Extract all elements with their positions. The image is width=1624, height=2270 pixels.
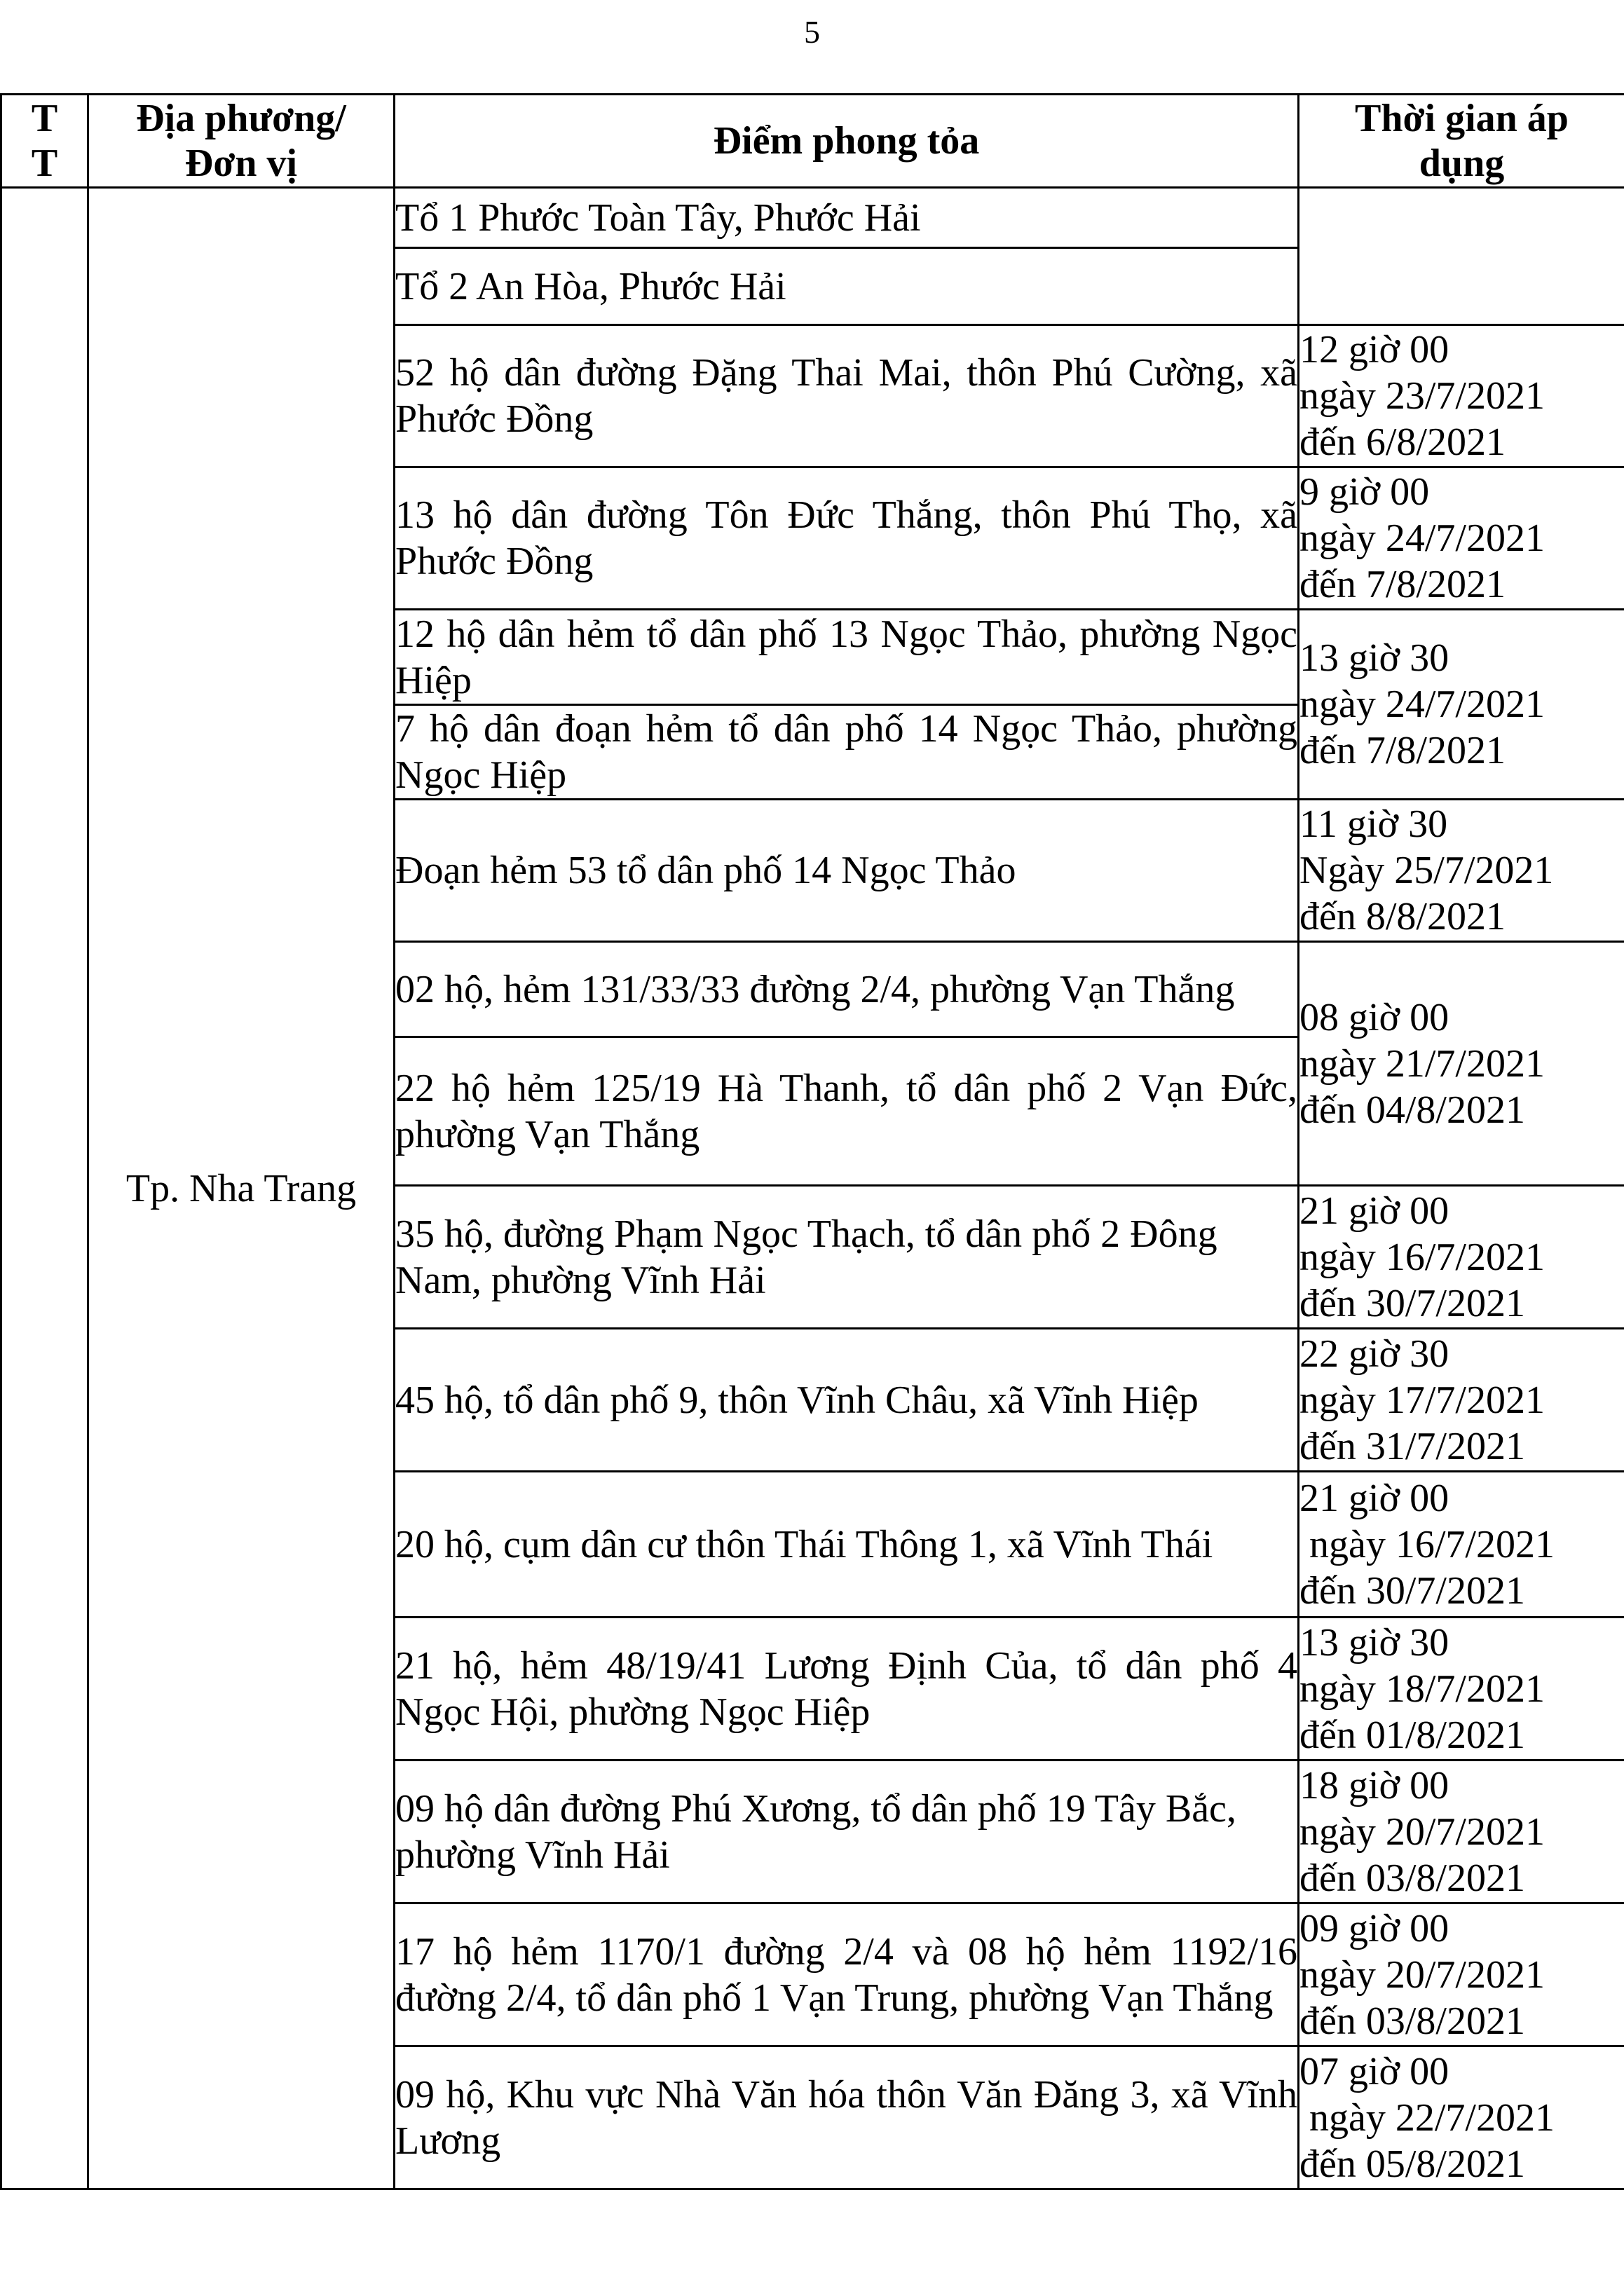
- stt-cell: [1, 188, 88, 2189]
- time-date: ngày 17/7/2021: [1299, 1378, 1545, 1422]
- time-cell: [1299, 1472, 1624, 1618]
- time-cell: [1299, 942, 1624, 1186]
- time-cell: [1299, 800, 1624, 942]
- time-start: 21 giờ 00: [1299, 1189, 1449, 1233]
- location-cell: 09 hộ, Khu vực Nhà Văn hóa thôn Văn Đăng 3, xã Vĩnh Lương: [395, 2046, 1299, 2189]
- time-start: 08 giờ 00: [1299, 995, 1449, 1039]
- location-cell: 22 hộ hẻm 125/19 Hà Thanh, tổ dân phố 2 Vạn Đức, phường Vạn Thắng: [395, 1037, 1299, 1186]
- header-tt: T T: [1, 95, 88, 188]
- time-end: đến 8/8/2021: [1299, 895, 1506, 938]
- time-end: đến 05/8/2021: [1299, 2142, 1525, 2186]
- time-date: ngày 16/7/2021: [1309, 1522, 1555, 1566]
- location-cell: 02 hộ, hẻm 131/33/33 đường 2/4, phường Vạn Thắng: [395, 942, 1299, 1037]
- location-cell: 7 hộ dân đoạn hẻm tổ dân phố 14 Ngọc Thảo, phường Ngọc Hiệp: [395, 705, 1299, 800]
- page-number: 5: [804, 14, 820, 50]
- time-cell: [1299, 2046, 1624, 2189]
- time-start: 12 giờ 00: [1299, 328, 1449, 371]
- time-start: 13 giờ 30: [1299, 1620, 1449, 1664]
- location-cell: 45 hộ, tổ dân phố 9, thôn Vĩnh Châu, xã Vĩnh Hiệp: [395, 1329, 1299, 1472]
- time-start: 9 giờ 00: [1299, 470, 1430, 514]
- location-cell: 09 hộ dân đường Phú Xương, tổ dân phố 19 Tây Bắc, phường Vĩnh Hải: [395, 1760, 1299, 1903]
- time-cell: [1299, 1618, 1624, 1760]
- time-cell: [1299, 1760, 1624, 1903]
- time-cell: [1299, 467, 1624, 610]
- time-start: 18 giờ 00: [1299, 1763, 1449, 1807]
- time-date: ngày 18/7/2021: [1299, 1667, 1545, 1711]
- header-row: [1, 95, 1624, 188]
- time-end: đến 6/8/2021: [1299, 421, 1506, 464]
- location-cell: 17 hộ hẻm 1170/1 đường 2/4 và 08 hộ hẻm 1192/16 đường 2/4, tổ dân phố 1 Vạn Trung, phường Vạn Thắng: [395, 1903, 1299, 2046]
- time-end: đến 7/8/2021: [1299, 729, 1506, 772]
- location-cell: 12 hộ dân hẻm tổ dân phố 13 Ngọc Thảo, phường Ngọc Hiệp: [395, 610, 1299, 705]
- location-cell: Đoạn hẻm 53 tổ dân phố 14 Ngọc Thảo: [395, 800, 1299, 942]
- lockdown-table: [0, 93, 1624, 2190]
- time-date: ngày 20/7/2021: [1299, 1810, 1545, 1854]
- time-date: ngày 20/7/2021: [1299, 1953, 1545, 1997]
- time-cell: [1299, 1903, 1624, 2046]
- time-start: 13 giờ 30: [1299, 636, 1449, 680]
- time-end: đến 31/7/2021: [1299, 1424, 1525, 1468]
- location-cell: 13 hộ dân đường Tôn Đức Thắng, thôn Phú Thọ, xã Phước Đồng: [395, 467, 1299, 610]
- time-end: đến 30/7/2021: [1299, 1281, 1525, 1325]
- table-row: [1, 188, 1624, 248]
- time-cell: [1299, 1329, 1624, 1472]
- time-date: ngày 24/7/2021: [1299, 517, 1545, 560]
- time-cell: [1299, 325, 1624, 467]
- location-cell: 21 hộ, hẻm 48/19/41 Lương Định Của, tổ dân phố 4 Ngọc Hội, phường Ngọc Hiệp: [395, 1618, 1299, 1760]
- time-end: đến 03/8/2021: [1299, 1999, 1525, 2043]
- time-end: đến 7/8/2021: [1299, 563, 1506, 606]
- time-start: 07 giờ 00: [1299, 2049, 1449, 2093]
- time-end: đến 30/7/2021: [1299, 1568, 1525, 1613]
- time-cell: [1299, 610, 1624, 800]
- time-start: 21 giờ 00: [1299, 1476, 1449, 1520]
- time-end: đến 04/8/2021: [1299, 1088, 1525, 1132]
- time-cell: [1299, 1186, 1624, 1329]
- header-unit: Địa phương/ Đơn vị: [88, 95, 395, 188]
- time-start: 22 giờ 30: [1299, 1332, 1449, 1376]
- header-time: Thời gian áp dụng: [1299, 95, 1624, 188]
- location-cell: 20 hộ, cụm dân cư thôn Thái Thông 1, xã Vĩnh Thái: [395, 1472, 1299, 1618]
- time-date: ngày 22/7/2021: [1309, 2095, 1555, 2140]
- time-date: ngày 21/7/2021: [1299, 1041, 1545, 1086]
- time-cell-empty: [1299, 188, 1624, 325]
- location-cell: Tổ 1 Phước Toàn Tây, Phước Hải: [395, 188, 1299, 248]
- time-end: đến 01/8/2021: [1299, 1713, 1525, 1757]
- time-start: 09 giờ 00: [1299, 1906, 1449, 1950]
- location-cell: 35 hộ, đường Phạm Ngọc Thạch, tổ dân phố 2 Đông Nam, phường Vĩnh Hải: [395, 1186, 1299, 1329]
- time-start: 11 giờ 30: [1299, 802, 1448, 846]
- unit-cell: Tp. Nha Trang: [88, 188, 395, 2189]
- location-cell: 52 hộ dân đường Đặng Thai Mai, thôn Phú Cường, xã Phước Đồng: [395, 325, 1299, 467]
- header-location: Điểm phong tỏa: [395, 95, 1299, 188]
- time-end: đến 03/8/2021: [1299, 1856, 1525, 1900]
- time-date: Ngày 25/7/2021: [1299, 849, 1554, 892]
- time-date: ngày 16/7/2021: [1299, 1235, 1545, 1279]
- location-cell: Tổ 2 An Hòa, Phước Hải: [395, 248, 1299, 325]
- time-date: ngày 23/7/2021: [1299, 374, 1545, 418]
- time-date: ngày 24/7/2021: [1299, 683, 1545, 726]
